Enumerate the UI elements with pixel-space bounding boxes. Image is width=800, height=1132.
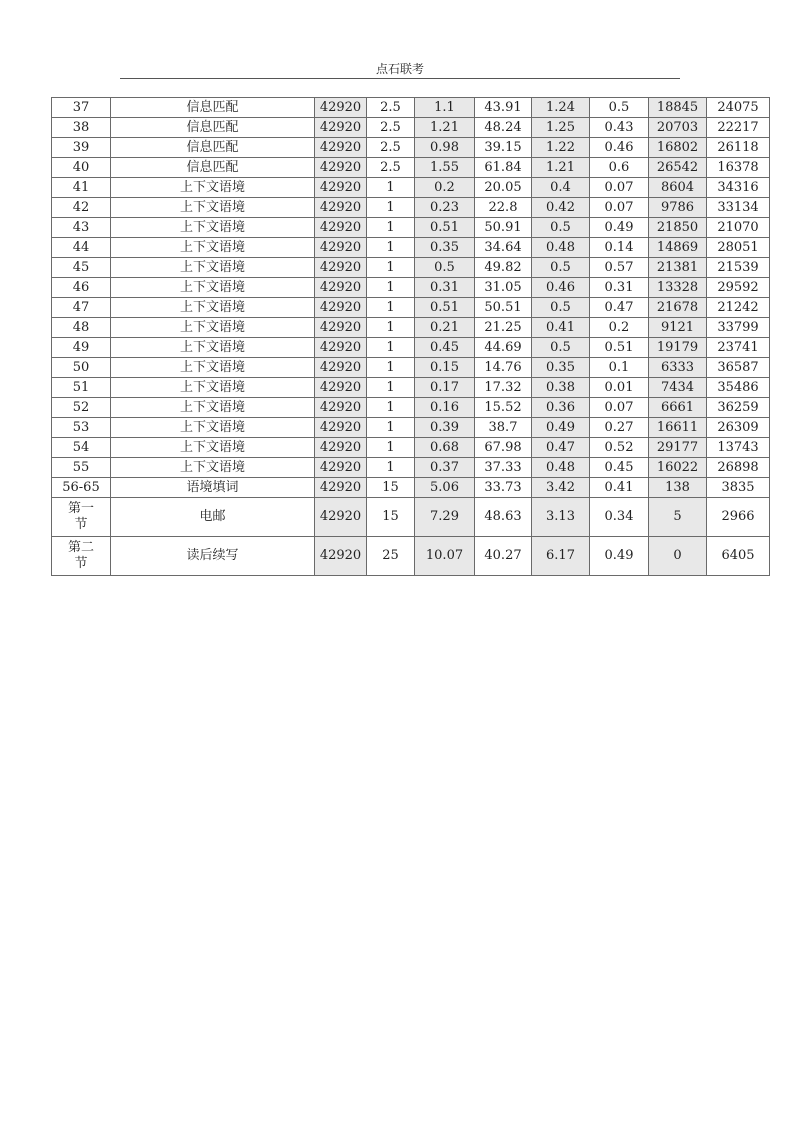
candidate-count-cell: 42920 bbox=[315, 438, 367, 458]
question-number-cell: 47 bbox=[52, 298, 111, 318]
table-row bbox=[52, 218, 770, 238]
table-body bbox=[52, 98, 770, 576]
candidate-count-cell: 42920 bbox=[315, 338, 367, 358]
score-rate-cell: 48.63 bbox=[475, 498, 532, 537]
full-mark-count-cell: 16802 bbox=[649, 138, 707, 158]
full-mark-count-cell: 5 bbox=[649, 498, 707, 537]
score-rate-cell: 31.05 bbox=[475, 278, 532, 298]
full-mark-count-cell: 19179 bbox=[649, 338, 707, 358]
question-number-cell: 46 bbox=[52, 278, 111, 298]
std-deviation-cell: 0.5 bbox=[532, 258, 590, 278]
full-score-cell: 1 bbox=[367, 218, 415, 238]
full-score-cell: 1 bbox=[367, 278, 415, 298]
discrimination-cell: 0.51 bbox=[590, 338, 649, 358]
question-type-cell: 上下文语境 bbox=[111, 278, 315, 298]
table-row bbox=[52, 238, 770, 258]
zero-count-cell: 2966 bbox=[707, 498, 770, 537]
discrimination-cell: 0.34 bbox=[590, 498, 649, 537]
candidate-count-cell: 42920 bbox=[315, 138, 367, 158]
std-deviation-cell: 1.22 bbox=[532, 138, 590, 158]
zero-count-cell: 36259 bbox=[707, 398, 770, 418]
std-deviation-cell: 0.38 bbox=[532, 378, 590, 398]
full-mark-count-cell: 21678 bbox=[649, 298, 707, 318]
average-score-cell: 0.23 bbox=[415, 198, 475, 218]
full-mark-count-cell: 6333 bbox=[649, 358, 707, 378]
candidate-count-cell: 42920 bbox=[315, 298, 367, 318]
question-number-cell: 44 bbox=[52, 238, 111, 258]
table-row bbox=[52, 178, 770, 198]
full-mark-count-cell: 9121 bbox=[649, 318, 707, 338]
question-number-cell: 41 bbox=[52, 178, 111, 198]
discrimination-cell: 0.41 bbox=[590, 478, 649, 498]
average-score-cell: 1.55 bbox=[415, 158, 475, 178]
table-row bbox=[52, 158, 770, 178]
full-score-cell: 15 bbox=[367, 498, 415, 537]
full-score-cell: 1 bbox=[367, 258, 415, 278]
table-row bbox=[52, 98, 770, 118]
discrimination-cell: 0.07 bbox=[590, 398, 649, 418]
zero-count-cell: 29592 bbox=[707, 278, 770, 298]
full-mark-count-cell: 7434 bbox=[649, 378, 707, 398]
question-number-cell: 52 bbox=[52, 398, 111, 418]
full-score-cell: 1 bbox=[367, 238, 415, 258]
full-score-cell: 2.5 bbox=[367, 118, 415, 138]
score-rate-cell: 48.24 bbox=[475, 118, 532, 138]
score-rate-cell: 33.73 bbox=[475, 478, 532, 498]
candidate-count-cell: 42920 bbox=[315, 258, 367, 278]
zero-count-cell: 26309 bbox=[707, 418, 770, 438]
average-score-cell: 0.45 bbox=[415, 338, 475, 358]
discrimination-cell: 0.52 bbox=[590, 438, 649, 458]
discrimination-cell: 0.6 bbox=[590, 158, 649, 178]
candidate-count-cell: 42920 bbox=[315, 118, 367, 138]
candidate-count-cell: 42920 bbox=[315, 218, 367, 238]
table-row bbox=[52, 118, 770, 138]
score-rate-cell: 22.8 bbox=[475, 198, 532, 218]
average-score-cell: 0.31 bbox=[415, 278, 475, 298]
full-mark-count-cell: 138 bbox=[649, 478, 707, 498]
candidate-count-cell: 42920 bbox=[315, 278, 367, 298]
full-mark-count-cell: 14869 bbox=[649, 238, 707, 258]
zero-count-cell: 26898 bbox=[707, 458, 770, 478]
zero-count-cell: 34316 bbox=[707, 178, 770, 198]
table-row bbox=[52, 438, 770, 458]
std-deviation-cell: 0.5 bbox=[532, 338, 590, 358]
full-score-cell: 1 bbox=[367, 378, 415, 398]
score-rate-cell: 21.25 bbox=[475, 318, 532, 338]
full-score-cell: 1 bbox=[367, 458, 415, 478]
zero-count-cell: 21070 bbox=[707, 218, 770, 238]
table-row bbox=[52, 318, 770, 338]
score-rate-cell: 38.7 bbox=[475, 418, 532, 438]
table-row bbox=[52, 537, 770, 576]
discrimination-cell: 0.27 bbox=[590, 418, 649, 438]
table-row bbox=[52, 198, 770, 218]
candidate-count-cell: 42920 bbox=[315, 478, 367, 498]
full-score-cell: 2.5 bbox=[367, 98, 415, 118]
question-type-cell: 信息匹配 bbox=[111, 98, 315, 118]
average-score-cell: 0.16 bbox=[415, 398, 475, 418]
question-type-cell: 信息匹配 bbox=[111, 118, 315, 138]
table-row bbox=[52, 258, 770, 278]
zero-count-cell: 36587 bbox=[707, 358, 770, 378]
average-score-cell: 0.37 bbox=[415, 458, 475, 478]
candidate-count-cell: 42920 bbox=[315, 378, 367, 398]
score-rate-cell: 61.84 bbox=[475, 158, 532, 178]
average-score-cell: 0.17 bbox=[415, 378, 475, 398]
full-mark-count-cell: 26542 bbox=[649, 158, 707, 178]
score-rate-cell: 39.15 bbox=[475, 138, 532, 158]
score-rate-cell: 15.52 bbox=[475, 398, 532, 418]
discrimination-cell: 0.14 bbox=[590, 238, 649, 258]
candidate-count-cell: 42920 bbox=[315, 98, 367, 118]
score-rate-cell: 50.91 bbox=[475, 218, 532, 238]
std-deviation-cell: 0.48 bbox=[532, 238, 590, 258]
full-score-cell: 1 bbox=[367, 318, 415, 338]
question-type-cell: 上下文语境 bbox=[111, 178, 315, 198]
std-deviation-cell: 0.49 bbox=[532, 418, 590, 438]
average-score-cell: 0.98 bbox=[415, 138, 475, 158]
average-score-cell: 0.39 bbox=[415, 418, 475, 438]
zero-count-cell: 22217 bbox=[707, 118, 770, 138]
score-rate-cell: 34.64 bbox=[475, 238, 532, 258]
candidate-count-cell: 42920 bbox=[315, 537, 367, 576]
table-row bbox=[52, 418, 770, 438]
zero-count-cell: 13743 bbox=[707, 438, 770, 458]
full-score-cell: 1 bbox=[367, 358, 415, 378]
question-type-cell: 上下文语境 bbox=[111, 338, 315, 358]
candidate-count-cell: 42920 bbox=[315, 158, 367, 178]
score-rate-cell: 43.91 bbox=[475, 98, 532, 118]
question-type-cell: 上下文语境 bbox=[111, 398, 315, 418]
page-header-title: 点石联考 bbox=[375, 62, 424, 76]
question-number-cell: 54 bbox=[52, 438, 111, 458]
full-mark-count-cell: 16611 bbox=[649, 418, 707, 438]
std-deviation-cell: 0.41 bbox=[532, 318, 590, 338]
question-number-cell: 48 bbox=[52, 318, 111, 338]
full-score-cell: 1 bbox=[367, 438, 415, 458]
discrimination-cell: 0.2 bbox=[590, 318, 649, 338]
average-score-cell: 7.29 bbox=[415, 498, 475, 537]
std-deviation-cell: 0.35 bbox=[532, 358, 590, 378]
std-deviation-cell: 0.46 bbox=[532, 278, 590, 298]
table-row bbox=[52, 478, 770, 498]
question-type-cell: 上下文语境 bbox=[111, 238, 315, 258]
std-deviation-cell: 6.17 bbox=[532, 537, 590, 576]
discrimination-cell: 0.57 bbox=[590, 258, 649, 278]
table-row bbox=[52, 278, 770, 298]
candidate-count-cell: 42920 bbox=[315, 358, 367, 378]
average-score-cell: 0.5 bbox=[415, 258, 475, 278]
discrimination-cell: 0.46 bbox=[590, 138, 649, 158]
table-row bbox=[52, 458, 770, 478]
score-analysis-table bbox=[51, 97, 770, 576]
discrimination-cell: 0.31 bbox=[590, 278, 649, 298]
candidate-count-cell: 42920 bbox=[315, 498, 367, 537]
table-row bbox=[52, 498, 770, 537]
zero-count-cell: 28051 bbox=[707, 238, 770, 258]
full-mark-count-cell: 9786 bbox=[649, 198, 707, 218]
question-number-cell: 49 bbox=[52, 338, 111, 358]
zero-count-cell: 21242 bbox=[707, 298, 770, 318]
zero-count-cell: 6405 bbox=[707, 537, 770, 576]
average-score-cell: 0.35 bbox=[415, 238, 475, 258]
candidate-count-cell: 42920 bbox=[315, 198, 367, 218]
std-deviation-cell: 0.47 bbox=[532, 438, 590, 458]
full-score-cell: 1 bbox=[367, 298, 415, 318]
std-deviation-cell: 0.4 bbox=[532, 178, 590, 198]
question-type-cell: 上下文语境 bbox=[111, 198, 315, 218]
question-type-cell: 上下文语境 bbox=[111, 298, 315, 318]
zero-count-cell: 24075 bbox=[707, 98, 770, 118]
zero-count-cell: 33799 bbox=[707, 318, 770, 338]
average-score-cell: 0.68 bbox=[415, 438, 475, 458]
question-type-cell: 上下文语境 bbox=[111, 218, 315, 238]
score-rate-cell: 17.32 bbox=[475, 378, 532, 398]
question-number-cell: 45 bbox=[52, 258, 111, 278]
discrimination-cell: 0.45 bbox=[590, 458, 649, 478]
average-score-cell: 0.51 bbox=[415, 218, 475, 238]
full-score-cell: 1 bbox=[367, 398, 415, 418]
score-rate-cell: 44.69 bbox=[475, 338, 532, 358]
full-score-cell: 1 bbox=[367, 418, 415, 438]
zero-count-cell: 21539 bbox=[707, 258, 770, 278]
discrimination-cell: 0.47 bbox=[590, 298, 649, 318]
std-deviation-cell: 0.36 bbox=[532, 398, 590, 418]
score-rate-cell: 20.05 bbox=[475, 178, 532, 198]
question-number-cell: 43 bbox=[52, 218, 111, 238]
average-score-cell: 0.51 bbox=[415, 298, 475, 318]
question-number-cell: 第二 节 bbox=[52, 537, 111, 576]
full-score-cell: 1 bbox=[367, 338, 415, 358]
zero-count-cell: 3835 bbox=[707, 478, 770, 498]
question-number-cell: 50 bbox=[52, 358, 111, 378]
full-mark-count-cell: 21850 bbox=[649, 218, 707, 238]
question-type-cell: 信息匹配 bbox=[111, 158, 315, 178]
full-score-cell: 1 bbox=[367, 178, 415, 198]
table-row bbox=[52, 358, 770, 378]
full-mark-count-cell: 13328 bbox=[649, 278, 707, 298]
std-deviation-cell: 3.42 bbox=[532, 478, 590, 498]
average-score-cell: 0.15 bbox=[415, 358, 475, 378]
question-type-cell: 上下文语境 bbox=[111, 438, 315, 458]
discrimination-cell: 0.43 bbox=[590, 118, 649, 138]
question-number-cell: 40 bbox=[52, 158, 111, 178]
question-number-cell: 37 bbox=[52, 98, 111, 118]
score-rate-cell: 67.98 bbox=[475, 438, 532, 458]
question-type-cell: 上下文语境 bbox=[111, 258, 315, 278]
discrimination-cell: 0.5 bbox=[590, 98, 649, 118]
full-score-cell: 2.5 bbox=[367, 158, 415, 178]
question-number-cell: 第一 节 bbox=[52, 498, 111, 537]
full-mark-count-cell: 16022 bbox=[649, 458, 707, 478]
score-rate-cell: 40.27 bbox=[475, 537, 532, 576]
full-score-cell: 15 bbox=[367, 478, 415, 498]
question-number-cell: 55 bbox=[52, 458, 111, 478]
table-row bbox=[52, 138, 770, 158]
full-mark-count-cell: 18845 bbox=[649, 98, 707, 118]
question-type-cell: 上下文语境 bbox=[111, 458, 315, 478]
std-deviation-cell: 1.24 bbox=[532, 98, 590, 118]
full-mark-count-cell: 0 bbox=[649, 537, 707, 576]
zero-count-cell: 33134 bbox=[707, 198, 770, 218]
discrimination-cell: 0.49 bbox=[590, 537, 649, 576]
question-number-cell: 42 bbox=[52, 198, 111, 218]
discrimination-cell: 0.01 bbox=[590, 378, 649, 398]
question-number-cell: 39 bbox=[52, 138, 111, 158]
candidate-count-cell: 42920 bbox=[315, 458, 367, 478]
average-score-cell: 10.07 bbox=[415, 537, 475, 576]
table-row bbox=[52, 338, 770, 358]
score-rate-cell: 50.51 bbox=[475, 298, 532, 318]
table-row bbox=[52, 398, 770, 418]
question-type-cell: 上下文语境 bbox=[111, 318, 315, 338]
question-number-cell: 51 bbox=[52, 378, 111, 398]
table-row bbox=[52, 298, 770, 318]
full-mark-count-cell: 8604 bbox=[649, 178, 707, 198]
question-type-cell: 上下文语境 bbox=[111, 418, 315, 438]
candidate-count-cell: 42920 bbox=[315, 178, 367, 198]
zero-count-cell: 23741 bbox=[707, 338, 770, 358]
candidate-count-cell: 42920 bbox=[315, 398, 367, 418]
question-type-cell: 上下文语境 bbox=[111, 358, 315, 378]
question-number-cell: 38 bbox=[52, 118, 111, 138]
discrimination-cell: 0.07 bbox=[590, 178, 649, 198]
zero-count-cell: 16378 bbox=[707, 158, 770, 178]
discrimination-cell: 0.07 bbox=[590, 198, 649, 218]
discrimination-cell: 0.49 bbox=[590, 218, 649, 238]
table-row bbox=[52, 378, 770, 398]
question-type-cell: 信息匹配 bbox=[111, 138, 315, 158]
full-mark-count-cell: 21381 bbox=[649, 258, 707, 278]
std-deviation-cell: 0.42 bbox=[532, 198, 590, 218]
std-deviation-cell: 1.21 bbox=[532, 158, 590, 178]
average-score-cell: 1.1 bbox=[415, 98, 475, 118]
header-divider bbox=[120, 78, 680, 79]
std-deviation-cell: 0.5 bbox=[532, 218, 590, 238]
score-rate-cell: 49.82 bbox=[475, 258, 532, 278]
question-type-cell: 语境填词 bbox=[111, 478, 315, 498]
full-score-cell: 1 bbox=[367, 198, 415, 218]
std-deviation-cell: 3.13 bbox=[532, 498, 590, 537]
average-score-cell: 0.21 bbox=[415, 318, 475, 338]
full-score-cell: 2.5 bbox=[367, 138, 415, 158]
average-score-cell: 1.21 bbox=[415, 118, 475, 138]
question-type-cell: 读后续写 bbox=[111, 537, 315, 576]
score-rate-cell: 14.76 bbox=[475, 358, 532, 378]
candidate-count-cell: 42920 bbox=[315, 318, 367, 338]
candidate-count-cell: 42920 bbox=[315, 238, 367, 258]
candidate-count-cell: 42920 bbox=[315, 418, 367, 438]
score-rate-cell: 37.33 bbox=[475, 458, 532, 478]
full-score-cell: 25 bbox=[367, 537, 415, 576]
zero-count-cell: 35486 bbox=[707, 378, 770, 398]
average-score-cell: 5.06 bbox=[415, 478, 475, 498]
full-mark-count-cell: 29177 bbox=[649, 438, 707, 458]
average-score-cell: 0.2 bbox=[415, 178, 475, 198]
zero-count-cell: 26118 bbox=[707, 138, 770, 158]
discrimination-cell: 0.1 bbox=[590, 358, 649, 378]
full-mark-count-cell: 20703 bbox=[649, 118, 707, 138]
question-type-cell: 上下文语境 bbox=[111, 378, 315, 398]
full-mark-count-cell: 6661 bbox=[649, 398, 707, 418]
std-deviation-cell: 1.25 bbox=[532, 118, 590, 138]
question-number-cell: 56-65 bbox=[52, 478, 111, 498]
question-type-cell: 电邮 bbox=[111, 498, 315, 537]
std-deviation-cell: 0.5 bbox=[532, 298, 590, 318]
question-number-cell: 53 bbox=[52, 418, 111, 438]
std-deviation-cell: 0.48 bbox=[532, 458, 590, 478]
